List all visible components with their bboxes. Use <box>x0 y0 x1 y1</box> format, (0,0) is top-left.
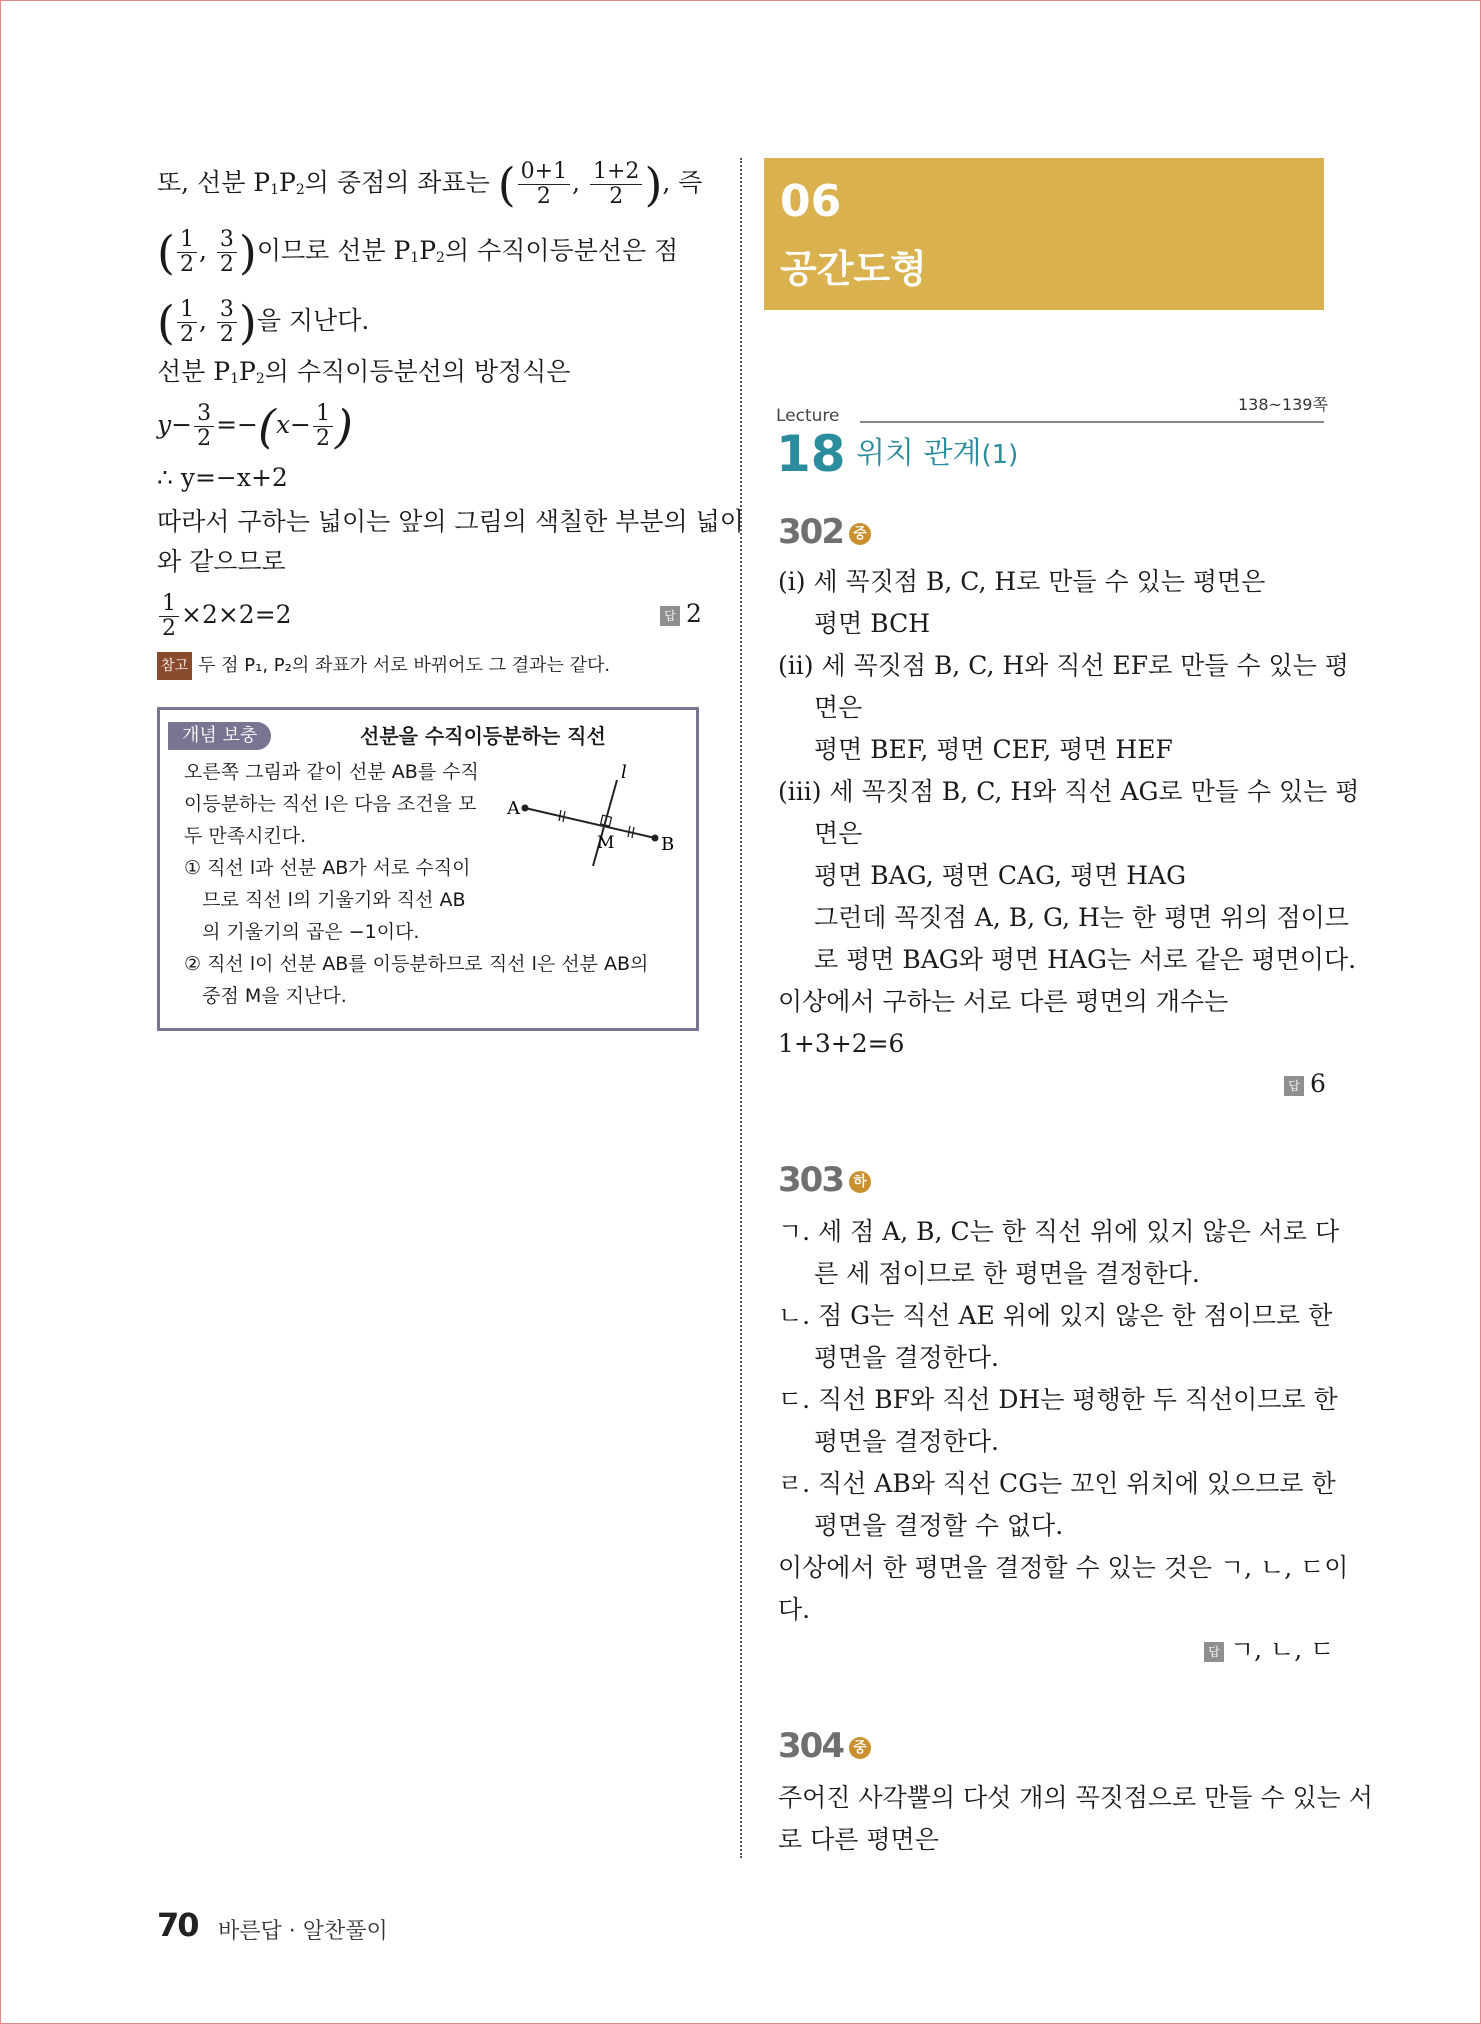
p302-line: 1+3+2=6 <box>778 1029 905 1058</box>
midpoint-line: 또, 선분 P1P2의 중점의 좌표는 ( $\frac{0+1}{2}$ , $\frac{1+2}{2}$ ), 즉 <box>157 157 703 212</box>
p302-line: (ii) 세 꼭짓점 B, C, H와 직선 EF로 만들 수 있는 평 <box>778 651 1349 680</box>
concept-line: 오른쪽 그림과 같이 선분 AB를 수직 <box>184 761 479 783</box>
midpoint-line-3: ( $\frac{1}{2}$ , $\frac{3}{2}$ )을 지난다. <box>157 295 370 350</box>
p302-line: (i) 세 꼭짓점 B, C, H로 만들 수 있는 평면은 <box>778 567 1266 596</box>
figure-label-l: l <box>621 762 627 783</box>
p304-line: 로 다른 평면은 <box>778 1825 939 1854</box>
p302-answer: 답 6 <box>1284 1064 1326 1104</box>
page-number: 70 <box>157 1906 198 1944</box>
bisector-figure <box>505 760 685 870</box>
p303-answer: 답 ㄱ, ㄴ, ㄷ <box>1204 1630 1334 1670</box>
concept-line: 므로 직선 l의 기울기와 직선 AB <box>184 889 466 911</box>
equation-result: ∴ y=−x+2 <box>157 463 288 492</box>
concept-line: 두 만족시킨다. <box>184 825 307 847</box>
note: 참고 두 점 P₁, P₂의 좌표가 서로 바뀌어도 그 결과는 같다. <box>157 652 610 680</box>
concept-box <box>157 707 699 1031</box>
p303-line: 이상에서 한 평면을 결정할 수 있는 것은 ㄱ, ㄴ, ㄷ이 <box>778 1553 1349 1582</box>
lecture-label: Lecture <box>776 406 840 426</box>
problem-302-number: 302 중 <box>778 512 871 552</box>
answer-left: 답 2 <box>660 594 702 634</box>
p302-line: 이상에서 구하는 서로 다른 평면의 개수는 <box>778 987 1229 1016</box>
p303-line: 평면을 결정할 수 없다. <box>814 1511 1064 1540</box>
area-calculation: $\frac{1}{2}$ ×2×2=2 <box>157 592 292 641</box>
p304-line: 주어진 사각뿔의 다섯 개의 꼭짓점으로 만들 수 있는 서 <box>778 1783 1373 1812</box>
figure-label-m: M <box>597 833 615 853</box>
p303-line: 다. <box>778 1595 811 1624</box>
equation-intro: 선분 P1P2의 수직이등분선의 방정식은 <box>157 357 571 387</box>
figure-label-a: A <box>507 798 520 819</box>
p303-line: 평면을 결정한다. <box>814 1343 999 1372</box>
chapter-header <box>764 158 1324 310</box>
p302-line: 그런데 꼭짓점 A, B, G, H는 한 평면 위의 점이므 <box>814 903 1349 932</box>
equation-line: y− $\frac{3}{2}$ =−(x− $\frac{1}{2}$ ) <box>157 399 353 454</box>
problem-303-number: 303 하 <box>778 1160 871 1200</box>
p303-line: ㄷ. 직선 BF와 직선 DH는 평행한 두 직선이므로 한 <box>778 1385 1338 1414</box>
concept-line: ② 직선 l이 선분 AB를 이등분하므로 직선 l은 선분 AB의 <box>184 953 649 975</box>
area-sentence-2: 와 같으므로 <box>157 547 286 576</box>
area-sentence: 따라서 구하는 넓이는 앞의 그림의 색칠한 부분의 넓이 <box>157 507 744 536</box>
column-divider <box>740 158 742 1858</box>
p302-line: 평면 BCH <box>814 609 931 638</box>
p302-line: (iii) 세 꼭짓점 B, C, H와 직선 AG로 만들 수 있는 평 <box>778 777 1360 806</box>
lecture-title: 위치 관계(1) <box>856 436 1019 471</box>
p302-line: 면은 <box>814 693 863 722</box>
chapter-title: 공간도형 <box>780 247 927 291</box>
chapter-number: 06 <box>780 176 842 227</box>
lecture-pages: 138~139쪽 <box>1238 395 1328 414</box>
concept-line: 중점 M을 지난다. <box>184 985 347 1007</box>
p302-line: 평면 BEF, 평면 CEF, 평면 HEF <box>814 735 1173 764</box>
concept-line: 이등분하는 직선 l은 다음 조건을 모 <box>184 793 477 815</box>
p303-line: ㄴ. 점 G는 직선 AE 위에 있지 않은 한 점이므로 한 <box>778 1301 1333 1330</box>
lecture-rule <box>860 421 1324 423</box>
problem-304-number: 304 중 <box>778 1726 871 1766</box>
concept-title: 선분을 수직이등분하는 직선 <box>360 724 606 748</box>
p303-line: 른 세 점이므로 한 평면을 결정한다. <box>814 1259 1200 1288</box>
lecture-number: 18 <box>776 425 846 483</box>
footer-text: 바른답 · 알찬풀이 <box>218 1919 388 1944</box>
figure-label-b: B <box>661 834 675 855</box>
p302-line: 면은 <box>814 819 863 848</box>
p303-line: 평면을 결정한다. <box>814 1427 999 1456</box>
concept-tag: 개념 보충 <box>168 722 271 750</box>
concept-line: ① 직선 l과 선분 AB가 서로 수직이 <box>184 857 471 879</box>
p302-line: 평면 BAG, 평면 CAG, 평면 HAG <box>814 861 1187 890</box>
p302-line: 로 평면 BAG와 평면 HAG는 서로 같은 평면이다. <box>814 945 1357 974</box>
p303-line: ㄹ. 직선 AB와 직선 CG는 꼬인 위치에 있으므로 한 <box>778 1469 1336 1498</box>
midpoint-line-2: ( $\frac{1}{2}$ , $\frac{3}{2}$ )이므로 선분 P1P2의 수직이등분선은 점 <box>157 225 679 280</box>
concept-line: 의 기울기의 곱은 −1이다. <box>184 921 420 943</box>
p303-line: ㄱ. 세 점 A, B, C는 한 직선 위에 있지 않은 서로 다 <box>778 1217 1340 1246</box>
